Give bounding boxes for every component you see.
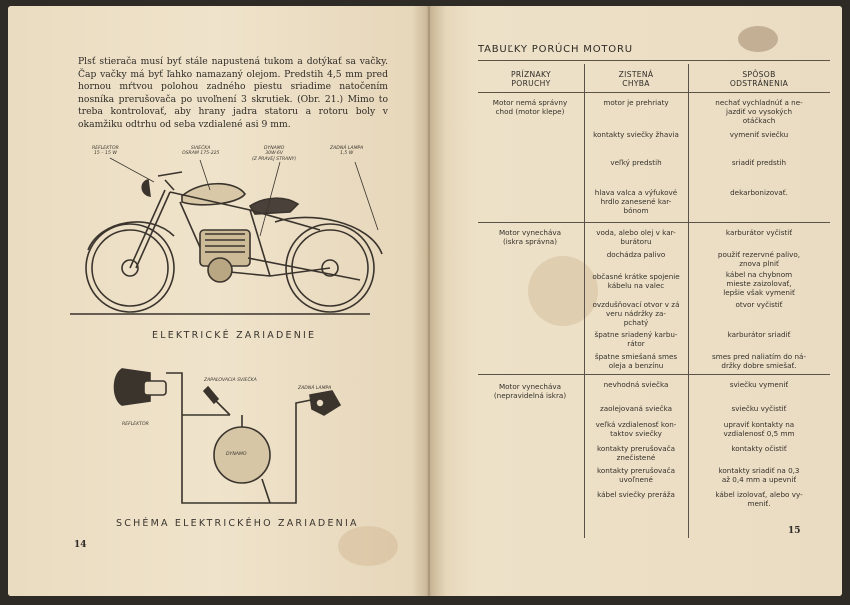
- fix-cell: kábel izolovať, alebo vy- meniť.: [715, 490, 803, 508]
- fix-cell: upraviť kontakty na vzdialenosť 0,5 mm: [723, 420, 795, 438]
- label-dynamo-schematic: DYNAMO: [226, 452, 247, 457]
- fix-cell: sriadiť predstih: [731, 158, 787, 167]
- fix-cell: karburátor vyčistiť: [725, 228, 793, 237]
- fix-cell: kábel na chybnom mieste zaizolovať, lepšie však vymeniť: [723, 270, 795, 297]
- fix-cell: vymeniť sviečku: [729, 130, 789, 139]
- table-rule: [584, 64, 585, 538]
- fix-cell: sviečku vyčistiť: [731, 404, 787, 413]
- fix-cell: karburátor sriadiť: [727, 330, 791, 339]
- fix-cell: sviečku vymeniť: [729, 380, 789, 389]
- fault-cell: voda, alebo olej v kar- burátoru: [596, 228, 676, 246]
- page-number-right: 15: [788, 526, 801, 536]
- table-title: TABUĽKY PORÚCH MOTORU: [478, 44, 633, 55]
- label-zadna-lampa: ZADNÁ LAMPA 1,5 W: [330, 146, 364, 157]
- label-zadna-lampa-schematic: ZADNÁ LAMPA: [298, 386, 332, 391]
- fix-cell: smes pred naliatím do ná- držky dobre smiešať.: [711, 352, 807, 370]
- label-reflektor: REFLEKTOR 15 – 15 W: [92, 146, 119, 157]
- fault-cell: veľká vzdialenosť kon- taktov sviečky: [595, 420, 677, 438]
- fault-cell: hlava valca a výfukové hrdlo zanesené kar- bónom: [594, 188, 678, 215]
- fix-cell: použiť rezervné palivo, znova plniť: [717, 250, 801, 268]
- fault-cell: ovzdušňovací otvor v zá veru nádržky za- pchatý: [592, 300, 680, 327]
- label-reflektor-schematic: REFLEKTOR: [122, 422, 149, 427]
- fault-cell: motor je prehriaty: [603, 98, 669, 107]
- fault-cell: kontakty sviečky žhavia: [593, 130, 679, 139]
- header-priznaky: PRÍZNAKY PORUCHY: [511, 70, 551, 88]
- fault-cell: kontakty prerušovača uvoľnené: [596, 466, 676, 484]
- fault-table: [478, 60, 830, 540]
- label-dynamo: DYNAMO 30W-6V (Z PRAVEJ STRANY): [252, 146, 297, 162]
- fix-cell: dekarbonizovať.: [730, 188, 788, 197]
- fix-cell: kontakty očistiť: [731, 444, 787, 453]
- fault-cell: veľký predstih: [610, 158, 662, 167]
- label-sviecka: SVIEČKA OSRAM 175-225: [182, 146, 220, 157]
- figure-caption-electrical: ELEKTRICKÉ ZARIADENIE: [152, 330, 317, 341]
- paper-stain: [738, 26, 778, 52]
- header-sposob: SPÔSOB ODSTRÁNENIA: [729, 70, 789, 88]
- fault-cell: kontakty prerušovača znečistené: [596, 444, 676, 462]
- figure-caption-schematic: SCHÉMA ELEKTRICKÉHO ZARIADENIA: [116, 518, 359, 529]
- motorcycle-illustration: [70, 150, 400, 320]
- fault-cell: občasné krátke spojenie kábelu na valec: [592, 272, 680, 290]
- header-zistena-chyba: ZISTENÁ CHYBA: [618, 70, 654, 88]
- fault-cell: zaolejovaná sviečka: [599, 404, 673, 413]
- fault-cell: špatne smiešaná smes oleja a benzínu: [594, 352, 678, 370]
- table-rule: [478, 92, 830, 93]
- table-rule: [478, 60, 830, 61]
- body-paragraph: Plsť stierača musí byť stále napustená tukom a dotýkať sa vačky. Čap vačky má byť ľahko namazaný olejom. Predstih 4,5 mm pred hornou mŕtvou polohou zadného piestu sriadime natočením nosníka prerušovača po uvoľnení 3 skrutiek. (Obr. 21.) Mimo to treba kontrolovať, aby hrany jadra statoru a rotoru boly v okamžiku odtrhu od seba vzdialené asi 9 mm.: [78, 56, 388, 130]
- fix-cell: otvor vyčistiť: [735, 300, 783, 309]
- symptom-cell: Motor vynecháva (nepravidelná iskra): [493, 382, 567, 400]
- paper-stain: [338, 526, 398, 566]
- page-number-left: 14: [74, 540, 87, 550]
- table-rule: [688, 64, 689, 538]
- fix-cell: kontakty sriadiť na 0,3 až 0,4 mm a upevniť: [718, 466, 800, 484]
- fault-cell: nevhodná sviečka: [603, 380, 669, 389]
- fix-cell: nechať vychladnúť a ne- jazdiť vo vysokých otáčkach: [715, 98, 803, 125]
- fault-cell: špatne sriadený karbu- rátor: [594, 330, 678, 348]
- group-rule: [478, 374, 830, 375]
- book-gutter: [412, 6, 446, 596]
- fault-cell: dochádza palivo: [606, 250, 666, 259]
- symptom-cell: Motor vynecháva (iskra správna): [498, 228, 562, 246]
- fault-cell: kábel sviečky preráža: [597, 490, 675, 499]
- label-zapalovacia-sviecka: ZAPAĽOVACIA SVIEČKA: [204, 378, 257, 383]
- symptom-cell: Motor nemá správny chod (motor klepe): [492, 98, 568, 116]
- group-rule: [478, 222, 830, 223]
